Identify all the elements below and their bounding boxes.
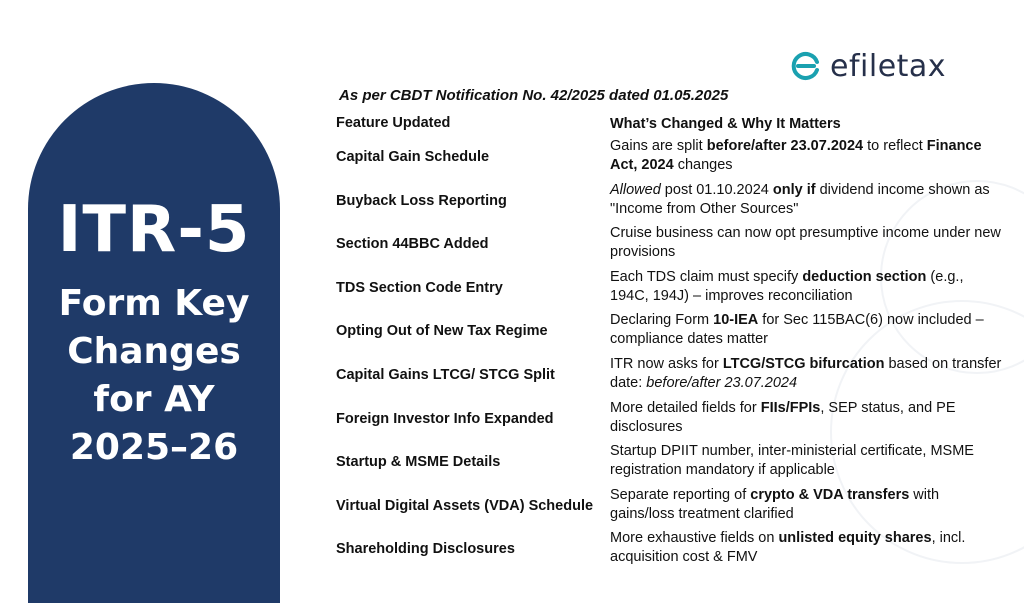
change-text: Allowed xyxy=(610,181,661,198)
feature-cell: Buyback Loss Reporting xyxy=(336,192,507,209)
change-text: only if xyxy=(772,181,816,198)
change-text: Gains are split xyxy=(610,138,707,154)
feature-cell: Capital Gain Schedule xyxy=(336,149,490,165)
change-text: Each TDS claim must specify xyxy=(610,268,803,285)
feature-cell: Virtual Digital Assets (VDA) Schedule xyxy=(336,497,594,514)
header-feature: Feature Updated xyxy=(336,115,451,131)
change-text: dividend income shown as "Income from Other Sources" xyxy=(610,181,990,217)
change-text: Cruise business can now opt presumptive income under new provisions xyxy=(610,225,1001,261)
change-text: before/after 23.07.2024 xyxy=(706,138,864,154)
change-text: (e.g., 194C, 194J) – improves reconciliation xyxy=(610,268,964,304)
change-text: post 01.10.2024 xyxy=(660,181,773,198)
change-cell xyxy=(610,268,1005,306)
feature-cell: Opting Out of New Tax Regime xyxy=(336,323,548,340)
change-cell xyxy=(610,486,1005,524)
change-cell xyxy=(610,399,1005,437)
feature-cell: Foreign Investor Info Expanded xyxy=(336,410,554,427)
brand-name: efiletax xyxy=(830,48,947,84)
change-cell xyxy=(610,529,1005,567)
feature-cell: Capital Gains LTCG/ STCG Split xyxy=(336,367,555,383)
panel-subtitle-line: Changes xyxy=(67,331,241,372)
feature-cell: Startup & MSME Details xyxy=(336,454,501,471)
panel-subtitle-line: Form Key xyxy=(58,283,250,324)
change-text: with gains/loss treatment clarified xyxy=(610,486,940,522)
feature-cell: Section 44BBC Added xyxy=(336,236,489,253)
change-cell xyxy=(610,442,1005,480)
change-text: , SEP status, and PE disclosures xyxy=(610,399,956,435)
panel-subtitle xyxy=(28,280,280,472)
change-text: deduction section xyxy=(802,268,927,285)
change-text: More detailed fields for xyxy=(610,399,761,416)
change-cell xyxy=(610,355,1005,393)
change-text: unlisted equity shares xyxy=(778,530,932,547)
change-text: Startup DPIIT number, inter-ministerial certificate, MSME registration mandatory if applicable xyxy=(610,443,974,479)
change-text: Declaring Form xyxy=(610,312,714,329)
change-text: to reflect xyxy=(863,138,927,154)
notification-reference: As per CBDT Notification No. 42/2025 dated 01.05.2025 xyxy=(339,87,729,104)
change-cell xyxy=(610,137,1005,175)
panel-title: ITR-5 xyxy=(57,193,251,267)
brand-logo xyxy=(790,44,946,88)
change-text: FIIs/FPIs xyxy=(760,399,821,416)
change-text: crypto & VDA transfers xyxy=(750,486,910,503)
feature-cell: TDS Section Code Entry xyxy=(336,279,503,296)
efiletax-logo-icon xyxy=(790,50,822,82)
change-text: 10-IEA xyxy=(713,312,759,329)
change-text: Finance Act, 2024 xyxy=(610,138,982,173)
header-change: What’s Changed & Why It Matters xyxy=(610,116,841,132)
change-text: for Sec 115BAC(6) now included – compliance dates matter xyxy=(610,312,984,348)
change-text: based on transfer date: xyxy=(610,356,1002,391)
change-cell xyxy=(610,181,1005,219)
change-text: Separate reporting of xyxy=(610,486,751,503)
change-cell xyxy=(610,311,1005,349)
panel-subtitle-line: 2025–26 xyxy=(69,427,239,468)
change-text: , incl. acquisition cost & FMV xyxy=(610,530,966,566)
change-text: before/after 23.07.2024 xyxy=(646,375,798,391)
change-text: changes xyxy=(673,157,733,173)
change-text: More exhaustive fields on xyxy=(610,530,779,547)
feature-cell: Shareholding Disclosures xyxy=(336,541,515,558)
change-cell xyxy=(610,224,1005,262)
change-text: ITR now asks for xyxy=(610,356,723,372)
change-text: LTCG/STCG bifurcation xyxy=(722,356,885,372)
panel-subtitle-line: for AY xyxy=(93,379,215,420)
